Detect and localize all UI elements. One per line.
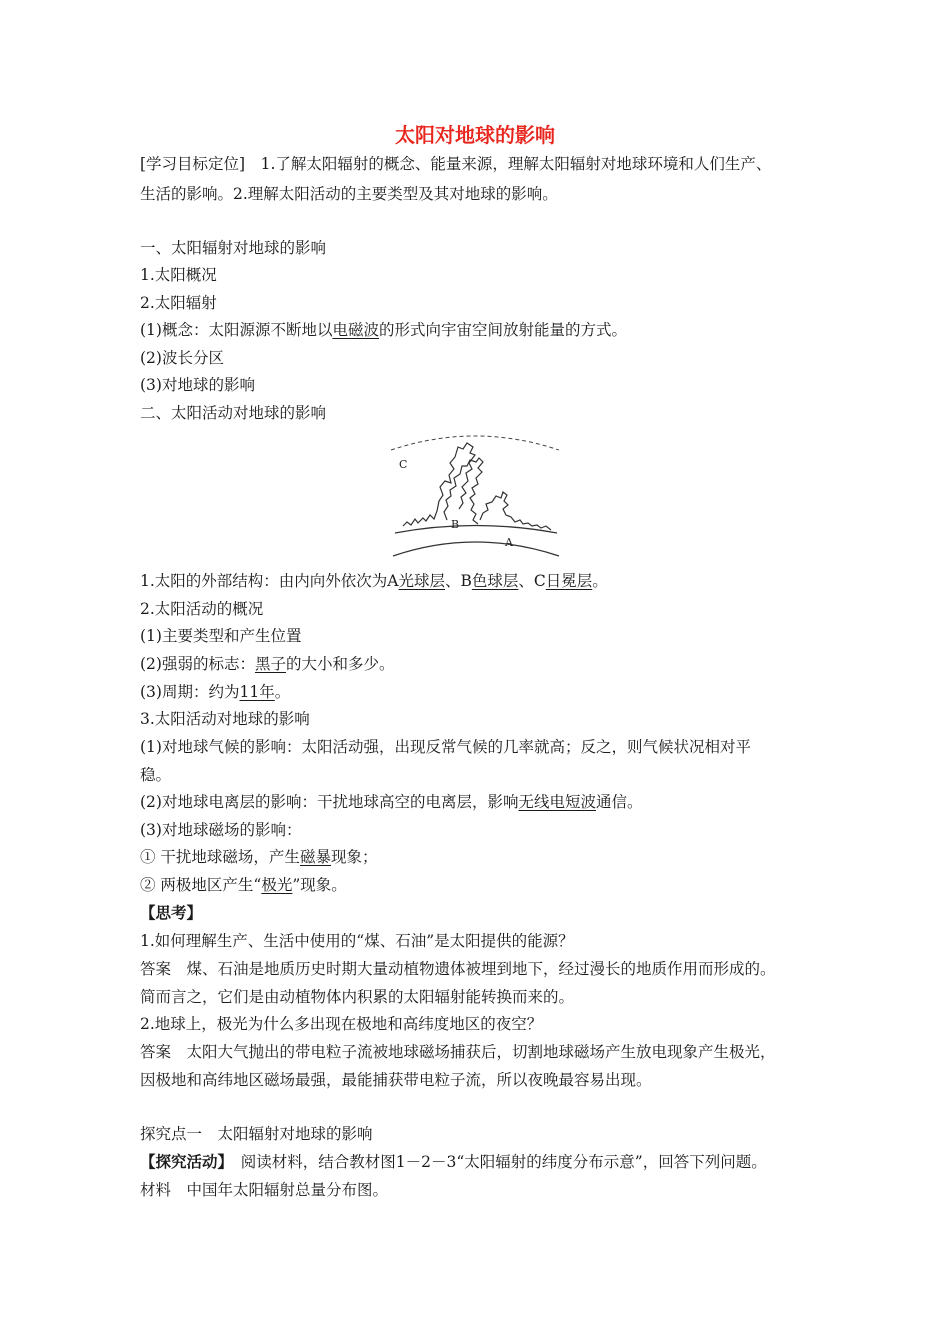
effects-line: 3.太阳活动对地球的影响 bbox=[140, 710, 310, 728]
iono-pre: (2)对地球电离层的影响：干扰地球高空的电离层，影响 bbox=[140, 793, 519, 811]
think-a2-line-2: 因极地和高纬地区磁场最强，最能捕获带电粒子流，所以夜晚最容易出现。 bbox=[140, 1071, 652, 1089]
sign-line bbox=[140, 653, 395, 675]
objectives-text-1: 1.了解太阳辐射的概念、能量来源，理解太阳辐射对地球环境和人们生产、 bbox=[260, 155, 772, 173]
think-q2: 2.地球上，极光为什么多出现在极地和高纬度地区的夜空？ bbox=[140, 1015, 543, 1033]
explore-point: 探究点一 太阳辐射对地球的影响 bbox=[140, 1125, 373, 1143]
explore-material: 材料 中国年太阳辐射总量分布图。 bbox=[140, 1181, 389, 1199]
cycle-pre: (3)周期：约为 bbox=[140, 683, 240, 701]
m1-fill: 磁暴 bbox=[299, 848, 331, 866]
section2-heading: 二、太阳活动对地球的影响 bbox=[140, 404, 327, 422]
think-a1-line-1: 答案 煤、石油是地质历史时期大量动植物遗体被埋到地下，经过漫长的地质作用而形成的。 bbox=[140, 960, 776, 978]
iono-line bbox=[140, 791, 643, 813]
page-title: 太阳对地球的影响 bbox=[395, 123, 555, 147]
structure-a: 光球层 bbox=[398, 572, 445, 590]
activity-label: 【探究活动】 bbox=[140, 1153, 226, 1171]
section1-heading: 一、太阳辐射对地球的影响 bbox=[140, 239, 327, 257]
label-a: A bbox=[505, 536, 513, 549]
label-c: C bbox=[399, 458, 408, 471]
explore-activity bbox=[140, 1151, 767, 1173]
concept-post: 的形式向宇宙空间放射能量的方式。 bbox=[378, 321, 627, 339]
structure-mid2: 、C bbox=[518, 572, 546, 590]
cycle-fill: 11年 bbox=[239, 683, 275, 701]
m2-post: ”现象。 bbox=[292, 876, 347, 894]
activity-text: 阅读材料，结合教材图1－2－3“太阳辐射的纬度分布示意”，回答下列问题。 bbox=[240, 1153, 767, 1171]
label-b: B bbox=[451, 518, 460, 531]
sign-post: 的大小和多少。 bbox=[285, 655, 395, 673]
types-line: (1)主要类型和产生位置 bbox=[140, 627, 302, 645]
photosphere-line bbox=[393, 542, 559, 556]
objectives-text-2: 生活的影响。2.理解太阳活动的主要类型及其对地球的影响。 bbox=[140, 185, 558, 203]
structure-mid1: 、B bbox=[445, 572, 472, 590]
left-prominence bbox=[403, 443, 475, 526]
structure-end: 。 bbox=[592, 572, 608, 590]
structure-line bbox=[140, 570, 608, 592]
concept-line bbox=[140, 319, 627, 341]
objectives-label: [学习目标定位] bbox=[140, 155, 246, 173]
impact-line: (3)对地球的影响 bbox=[140, 376, 255, 394]
m1-post: 现象； bbox=[330, 848, 378, 866]
cycle-line bbox=[140, 681, 290, 703]
think-q1: 1.如何理解生产、生活中使用的“煤、石油”是太阳提供的能源？ bbox=[140, 932, 574, 950]
concept-pre: (1)概念：太阳源源不断地以 bbox=[140, 321, 333, 339]
iono-post: 通信。 bbox=[595, 793, 643, 811]
right-prominence bbox=[480, 492, 551, 530]
structure-c: 日冕层 bbox=[545, 572, 593, 590]
magnet-line: (3)对地球磁场的影响： bbox=[140, 821, 302, 839]
section1-item2: 2.太阳辐射 bbox=[140, 294, 217, 312]
m2-pre: ② 两极地区产生“ bbox=[140, 876, 262, 894]
iono-fill: 无线电短波 bbox=[518, 793, 596, 811]
center-prominence bbox=[444, 458, 483, 524]
structure-pre: 1.太阳的外部结构：由内向外依次为A bbox=[140, 572, 399, 590]
climate-line-2: 稳。 bbox=[140, 766, 172, 784]
sign-pre: (2)强弱的标志： bbox=[140, 655, 255, 673]
concept-fill: 电磁波 bbox=[332, 321, 379, 339]
think-heading: 【思考】 bbox=[140, 904, 203, 922]
sun-structure-figure bbox=[385, 430, 565, 568]
sign-fill: 黑子 bbox=[254, 655, 286, 673]
m1-pre: ① 干扰地球磁场，产生 bbox=[140, 848, 300, 866]
think-a1-line-2: 简而言之，它们是由动植物体内积累的太阳辐射能转换而来的。 bbox=[140, 988, 575, 1006]
m2-fill: 极光 bbox=[261, 876, 293, 894]
magnet-item-1 bbox=[140, 846, 377, 868]
think-a2-line-1: 答案 太阳大气抛出的带电粒子流被地球磁场捕获后，切割地球磁场产生放电现象产生极光， bbox=[140, 1043, 776, 1061]
wave-line: (2)波长分区 bbox=[140, 349, 224, 367]
overview-line: 2.太阳活动的概况 bbox=[140, 600, 264, 618]
chromosphere-line bbox=[395, 526, 557, 534]
magnet-item-2 bbox=[140, 874, 347, 896]
section1-item1: 1.太阳概况 bbox=[140, 266, 217, 284]
cycle-post: 。 bbox=[274, 683, 291, 701]
corona-boundary bbox=[391, 436, 559, 450]
climate-line-1: (1)对地球气候的影响：太阳活动强，出现反常气候的几率就高；反之，则气候状况相对平 bbox=[140, 738, 751, 756]
structure-b: 色球层 bbox=[471, 572, 519, 590]
objectives-line-1 bbox=[140, 153, 771, 175]
